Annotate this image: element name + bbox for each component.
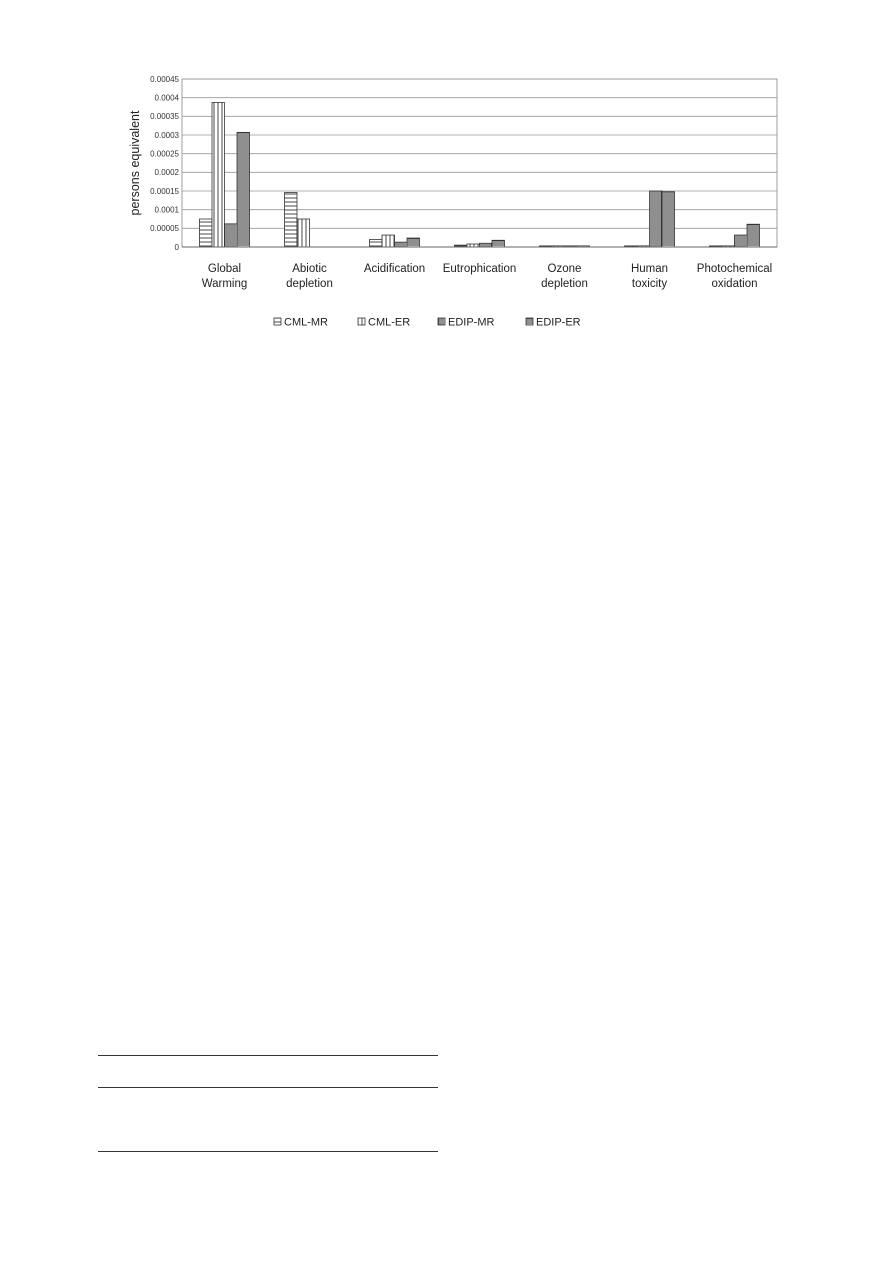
- bar-edip-mr: [650, 191, 663, 247]
- legend-label: EDIP-ER: [536, 316, 581, 329]
- legend-swatch: [438, 318, 445, 325]
- legend: [274, 317, 581, 329]
- y-axis-label: persons equivalent: [128, 110, 142, 216]
- bar-edip-mr: [735, 235, 748, 247]
- category-label: Human toxicity: [630, 263, 669, 290]
- bar-edip-er: [662, 192, 675, 247]
- legend-swatch: [274, 318, 281, 325]
- bar-cml-er: [382, 235, 395, 247]
- category-label: Ozone depletion: [541, 263, 588, 290]
- bar-edip-mr: [480, 243, 493, 247]
- y-tick-label: 0.00005: [150, 224, 179, 234]
- y-tick-label: 0.0002: [154, 168, 179, 178]
- legend-label: CML-MR: [284, 316, 328, 329]
- bar-edip-er: [492, 240, 505, 247]
- legend-label: CML-ER: [368, 316, 411, 329]
- y-tick-label: 0.00015: [150, 186, 179, 196]
- legend-swatch: [358, 318, 365, 325]
- y-tick-label: 0.00025: [150, 149, 179, 159]
- y-tick-label: 0.00045: [150, 74, 179, 84]
- y-tick-label: 0.00035: [150, 112, 179, 122]
- table-bottom-rule: [98, 1151, 438, 1152]
- y-tick-label: 0.0003: [154, 130, 179, 140]
- bar-cml-mr: [200, 219, 213, 247]
- y-axis-ticks: [150, 75, 179, 252]
- bar-edip-er: [747, 224, 760, 247]
- legend-swatch: [526, 318, 533, 325]
- category-label: Global Warming: [201, 263, 248, 290]
- y-tick-label: 0.0004: [154, 93, 179, 103]
- category-label: Abiotic depletion: [286, 263, 333, 290]
- legend-label: EDIP-MR: [448, 316, 495, 329]
- table-header-rule: [98, 1087, 438, 1088]
- bar-cml-mr: [285, 192, 298, 247]
- bar-edip-mr: [395, 242, 408, 247]
- bar-cml-er: [212, 103, 225, 247]
- table-top-rule: [98, 1055, 438, 1056]
- bar-edip-mr: [225, 224, 238, 247]
- y-tick-label: 0: [174, 242, 179, 252]
- bar-cml-er: [297, 219, 310, 247]
- plot-area: [182, 79, 777, 247]
- category-label: Eutrophication: [442, 263, 517, 275]
- bar-cml-mr: [370, 240, 383, 247]
- y-tick-label: 0.0001: [154, 205, 179, 215]
- bar-edip-er: [407, 238, 420, 247]
- category-labels: [202, 263, 773, 290]
- category-label: Acidification: [363, 263, 426, 275]
- category-label: Photochemical oxidation: [696, 263, 773, 290]
- bar-edip-er: [237, 132, 250, 247]
